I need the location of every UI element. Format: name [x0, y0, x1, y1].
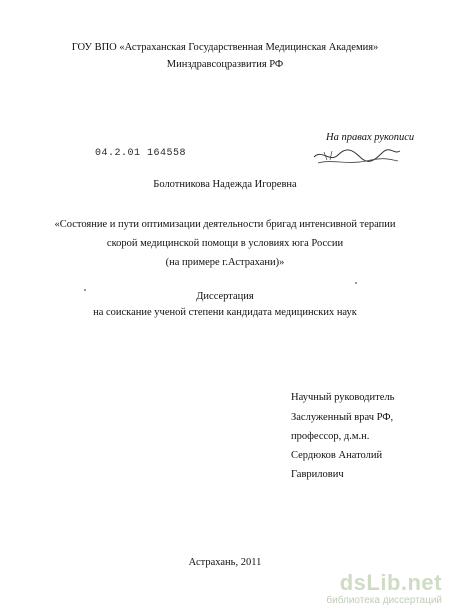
supervisor-patronymic: Гаврилович — [291, 469, 344, 480]
work-purpose: на соискание ученой степени кандидата медицинских наук — [93, 307, 357, 318]
title-line-2: скорой медицинской помощи в условиях юга России — [106, 238, 344, 249]
supervisor-honor: Заслуженный врач РФ, — [291, 412, 394, 423]
author-name: Болотникова Надежда Игоревна — [153, 179, 297, 190]
dslib-watermark — [326, 571, 442, 607]
supervisor-name: Сердюков Анатолий — [291, 450, 383, 461]
watermark-logo: dsLib.net — [339, 570, 442, 595]
watermark-subtitle: библиотека диссертаций — [326, 595, 442, 606]
ministry-name: Минздравсоцразвития РФ — [166, 59, 284, 70]
registration-stamp: 04.2.01 164558 — [95, 148, 187, 159]
title-line-1: «Состояние и пути оптимизации деятельности бригад интенсивной терапии — [54, 219, 396, 230]
work-type: Диссертация — [196, 291, 254, 302]
supervisor-heading: Научный руководитель — [291, 392, 395, 403]
scan-speck — [84, 289, 86, 291]
scan-speck — [355, 282, 357, 284]
institution-name: ГОУ ВПО «Астраханская Государственная Медицинская Академия» — [71, 42, 379, 53]
supervisor-degree: профессор, д.м.н. — [291, 431, 370, 442]
place-year: Астрахань, 2011 — [188, 557, 262, 568]
title-line-3: (на примере г.Астрахани)» — [165, 257, 285, 268]
rights-note: На правах рукописи — [326, 132, 415, 143]
handwritten-signature — [308, 143, 403, 171]
